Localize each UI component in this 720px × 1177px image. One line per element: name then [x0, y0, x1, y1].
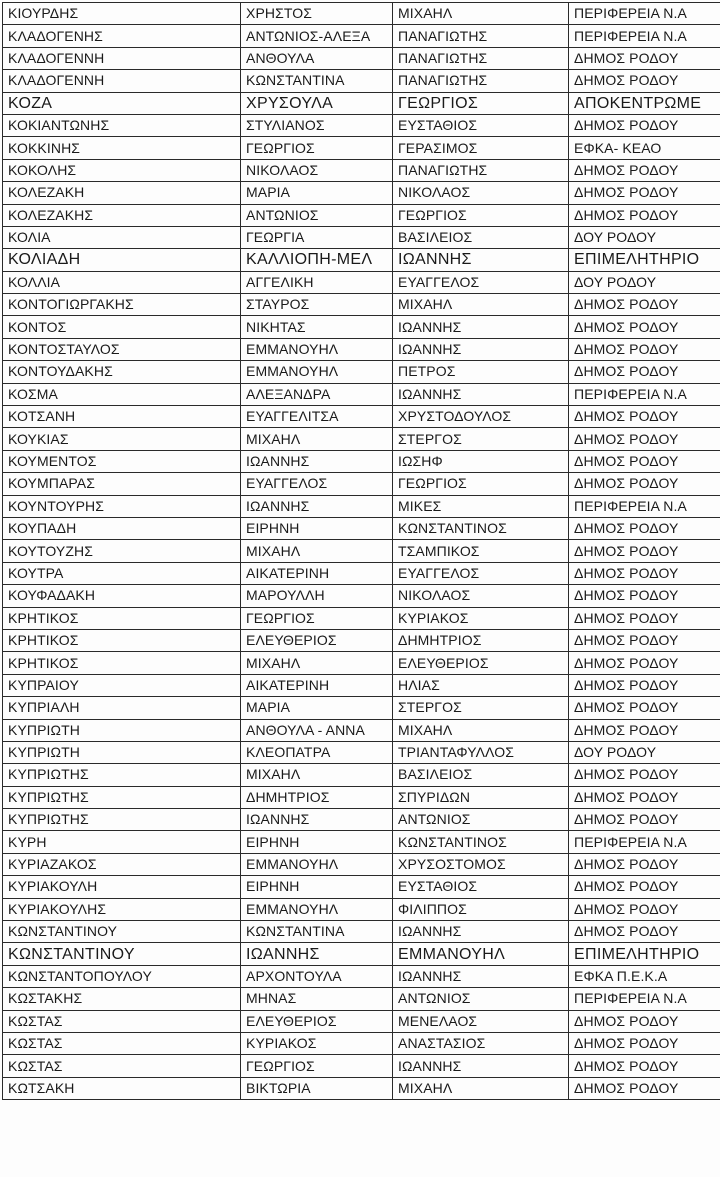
- organization-cell: ΔΗΜΟΣ ΡΟΔΟΥ: [569, 697, 720, 719]
- first-name-cell: ΜΑΡΟΥΛΛΗ: [241, 585, 393, 607]
- father-name-cell: ΒΑΣΙΛΕΙΟΣ: [393, 226, 569, 248]
- surname-cell: ΚΟΚΙΑΝΤΩΝΗΣ: [3, 114, 241, 136]
- first-name-cell: ΚΛΕΟΠΑΤΡΑ: [241, 741, 393, 763]
- first-name-cell: ΕΙΡΗΝΗ: [241, 517, 393, 539]
- first-name-cell: ΜΑΡΙΑ: [241, 182, 393, 204]
- table-row: [3, 652, 720, 674]
- first-name-cell: ΒΙΚΤΩΡΙΑ: [241, 1077, 393, 1099]
- organization-cell: ΔΗΜΟΣ ΡΟΔΟΥ: [569, 764, 720, 786]
- first-name-cell: ΕΥΑΓΓΕΛΙΤΣΑ: [241, 406, 393, 428]
- surname-cell: ΚΟΥΤΡΑ: [3, 562, 241, 584]
- table-row: [3, 3, 720, 25]
- table-row: [3, 92, 720, 114]
- first-name-cell: ΜΗΝΑΣ: [241, 988, 393, 1010]
- table-row: [3, 517, 720, 539]
- first-name-cell: ΙΩΑΝΝΗΣ: [241, 809, 393, 831]
- first-name-cell: ΜΙΧΑΗΛ: [241, 764, 393, 786]
- first-name-cell: ΣΤΑΥΡΟΣ: [241, 294, 393, 316]
- table-row: [3, 450, 720, 472]
- surname-cell: ΚΥΠΡΑΙΟΥ: [3, 674, 241, 696]
- father-name-cell: ΚΥΡΙΑΚΟΣ: [393, 607, 569, 629]
- first-name-cell: ΕΥΑΓΓΕΛΟΣ: [241, 473, 393, 495]
- organization-cell: ΔΟΥ ΡΟΔΟΥ: [569, 226, 720, 248]
- table-row: [3, 809, 720, 831]
- surname-cell: ΚΛΑΔΟΓΕΝΝΗ: [3, 70, 241, 92]
- organization-cell: ΔΗΜΟΣ ΡΟΔΟΥ: [569, 114, 720, 136]
- first-name-cell: ΜΙΧΑΗΛ: [241, 652, 393, 674]
- table-row: [3, 495, 720, 517]
- table-row: [3, 629, 720, 651]
- father-name-cell: ΕΜΜΑΝΟΥΗΛ: [393, 943, 569, 965]
- surname-cell: ΚΟΛΕΖΑΚΗ: [3, 182, 241, 204]
- table-row: [3, 383, 720, 405]
- first-name-cell: ΕΜΜΑΝΟΥΗΛ: [241, 853, 393, 875]
- table-row: [3, 114, 720, 136]
- first-name-cell: ΑΡΧΟΝΤΟΥΛΑ: [241, 965, 393, 987]
- first-name-cell: ΣΤΥΛΙΑΝΟΣ: [241, 114, 393, 136]
- first-name-cell: ΧΡΥΣΟΥΛΑ: [241, 92, 393, 114]
- table-row: [3, 607, 720, 629]
- father-name-cell: ΑΝΤΩΝΙΟΣ: [393, 988, 569, 1010]
- father-name-cell: ΓΕΡΑΣΙΜΟΣ: [393, 137, 569, 159]
- organization-cell: ΔΗΜΟΣ ΡΟΔΟΥ: [569, 1032, 720, 1054]
- father-name-cell: ΙΩΑΝΝΗΣ: [393, 249, 569, 271]
- surname-cell: ΚΟΥΦΑΔΑΚΗ: [3, 585, 241, 607]
- surname-cell: ΚΟΥΜΠΑΡΑΣ: [3, 473, 241, 495]
- organization-cell: ΔΗΜΟΣ ΡΟΔΟΥ: [569, 585, 720, 607]
- father-name-cell: ΜΙΧΑΗΛ: [393, 1077, 569, 1099]
- surname-cell: ΚΡΗΤΙΚΟΣ: [3, 629, 241, 651]
- organization-cell: ΔΗΜΟΣ ΡΟΔΟΥ: [569, 1010, 720, 1032]
- table-row: [3, 831, 720, 853]
- first-name-cell: ΓΕΩΡΓΙΟΣ: [241, 607, 393, 629]
- surname-cell: ΚΟΛΕΖΑΚΗΣ: [3, 204, 241, 226]
- surname-cell: ΚΩΣΤΑΚΗΣ: [3, 988, 241, 1010]
- father-name-cell: ΚΩΝΣΤΑΝΤΙΝΟΣ: [393, 831, 569, 853]
- father-name-cell: ΙΩΣΗΦ: [393, 450, 569, 472]
- surname-cell: ΚΩΝΣΤΑΝΤΙΝΟΥ: [3, 921, 241, 943]
- surname-cell: ΚΙΟΥΡΔΗΣ: [3, 3, 241, 25]
- father-name-cell: ΓΕΩΡΓΙΟΣ: [393, 473, 569, 495]
- surname-cell: ΚΥΠΡΙΑΛΗ: [3, 697, 241, 719]
- father-name-cell: ΣΠΥΡΙΔΩΝ: [393, 786, 569, 808]
- organization-cell: ΕΠΙΜΕΛΗΤΗΡΙΟ: [569, 249, 720, 271]
- table-row: [3, 271, 720, 293]
- father-name-cell: ΝΙΚΟΛΑΟΣ: [393, 182, 569, 204]
- organization-cell: ΕΦΚΑ- ΚΕΑΟ: [569, 137, 720, 159]
- table-row: [3, 226, 720, 248]
- surname-cell: ΚΥΠΡΙΩΤΗ: [3, 719, 241, 741]
- employee-table: [2, 2, 720, 1100]
- organization-cell: ΔΗΜΟΣ ΡΟΔΟΥ: [569, 921, 720, 943]
- father-name-cell: ΧΡΥΣΟΣΤΟΜΟΣ: [393, 853, 569, 875]
- organization-cell: ΔΗΜΟΣ ΡΟΔΟΥ: [569, 853, 720, 875]
- table-row: [3, 70, 720, 92]
- surname-cell: ΚΟΥΜΕΝΤΟΣ: [3, 450, 241, 472]
- first-name-cell: ΔΗΜΗΤΡΙΟΣ: [241, 786, 393, 808]
- father-name-cell: ΠΑΝΑΓΙΩΤΗΣ: [393, 25, 569, 47]
- organization-cell: ΔΗΜΟΣ ΡΟΔΟΥ: [569, 809, 720, 831]
- father-name-cell: ΠΑΝΑΓΙΩΤΗΣ: [393, 47, 569, 69]
- first-name-cell: ΜΑΡΙΑ: [241, 697, 393, 719]
- organization-cell: ΔΗΜΟΣ ΡΟΔΟΥ: [569, 1055, 720, 1077]
- father-name-cell: ΜΙΧΑΗΛ: [393, 719, 569, 741]
- surname-cell: ΚΥΡΙΑΚΟΥΛΗ: [3, 876, 241, 898]
- first-name-cell: ΓΕΩΡΓΙΟΣ: [241, 1055, 393, 1077]
- father-name-cell: ΝΙΚΟΛΑΟΣ: [393, 585, 569, 607]
- father-name-cell: ΙΩΑΝΝΗΣ: [393, 1055, 569, 1077]
- surname-cell: ΚΥΡΗ: [3, 831, 241, 853]
- surname-cell: ΚΟΥΝΤΟΥΡΗΣ: [3, 495, 241, 517]
- table-row: [3, 25, 720, 47]
- father-name-cell: ΧΡΥΣΤΟΔΟΥΛΟΣ: [393, 406, 569, 428]
- surname-cell: ΚΟΤΣΑΝΗ: [3, 406, 241, 428]
- first-name-cell: ΕΛΕΥΘΕΡΙΟΣ: [241, 1010, 393, 1032]
- father-name-cell: ΙΩΑΝΝΗΣ: [393, 338, 569, 360]
- surname-cell: ΚΩΝΣΤΑΝΤΟΠΟΥΛΟΥ: [3, 965, 241, 987]
- surname-cell: ΚΟΝΤΟΥΔΑΚΗΣ: [3, 361, 241, 383]
- organization-cell: ΔΗΜΟΣ ΡΟΔΟΥ: [569, 540, 720, 562]
- table-row: [3, 697, 720, 719]
- organization-cell: ΔΗΜΟΣ ΡΟΔΟΥ: [569, 629, 720, 651]
- father-name-cell: ΠΑΝΑΓΙΩΤΗΣ: [393, 159, 569, 181]
- organization-cell: ΠΕΡΙΦΕΡΕΙΑ Ν.Α: [569, 495, 720, 517]
- table-row: [3, 316, 720, 338]
- father-name-cell: ΗΛΙΑΣ: [393, 674, 569, 696]
- father-name-cell: ΦΙΛΙΠΠΟΣ: [393, 898, 569, 920]
- table-row: [3, 1010, 720, 1032]
- table-row: [3, 853, 720, 875]
- table-row: [3, 1055, 720, 1077]
- organization-cell: ΕΦΚΑ Π.Ε.Κ.Α: [569, 965, 720, 987]
- first-name-cell: ΝΙΚΗΤΑΣ: [241, 316, 393, 338]
- first-name-cell: ΙΩΑΝΝΗΣ: [241, 450, 393, 472]
- organization-cell: ΔΗΜΟΣ ΡΟΔΟΥ: [569, 338, 720, 360]
- first-name-cell: ΝΙΚΟΛΑΟΣ: [241, 159, 393, 181]
- organization-cell: ΔΗΜΟΣ ΡΟΔΟΥ: [569, 70, 720, 92]
- father-name-cell: ΕΥΣΤΑΘΙΟΣ: [393, 876, 569, 898]
- surname-cell: ΚΟΛΛΙΑ: [3, 271, 241, 293]
- first-name-cell: ΕΙΡΗΝΗ: [241, 876, 393, 898]
- surname-cell: ΚΥΡΙΑΖΑΚΟΣ: [3, 853, 241, 875]
- father-name-cell: ΜΙΧΑΗΛ: [393, 294, 569, 316]
- first-name-cell: ΑΝΤΩΝΙΟΣ-ΑΛΕΞΑ: [241, 25, 393, 47]
- first-name-cell: ΚΩΝΣΤΑΝΤΙΝΑ: [241, 921, 393, 943]
- organization-cell: ΔΗΜΟΣ ΡΟΔΟΥ: [569, 652, 720, 674]
- surname-cell: ΚΡΗΤΙΚΟΣ: [3, 607, 241, 629]
- table-row: [3, 473, 720, 495]
- first-name-cell: ΜΙΧΑΗΛ: [241, 540, 393, 562]
- table-row: [3, 921, 720, 943]
- father-name-cell: ΣΤΕΡΓΟΣ: [393, 428, 569, 450]
- first-name-cell: ΕΛΕΥΘΕΡΙΟΣ: [241, 629, 393, 651]
- table-row: [3, 540, 720, 562]
- father-name-cell: ΤΡΙΑΝΤΑΦΥΛΛΟΣ: [393, 741, 569, 763]
- table-row: [3, 741, 720, 763]
- first-name-cell: ΙΩΑΝΝΗΣ: [241, 495, 393, 517]
- surname-cell: ΚΥΠΡΙΩΤΗΣ: [3, 786, 241, 808]
- table-row: [3, 674, 720, 696]
- surname-cell: ΚΩΤΣΑΚΗ: [3, 1077, 241, 1099]
- organization-cell: ΔΗΜΟΣ ΡΟΔΟΥ: [569, 473, 720, 495]
- father-name-cell: ΕΥΑΓΓΕΛΟΣ: [393, 271, 569, 293]
- organization-cell: ΠΕΡΙΦΕΡΕΙΑ Ν.Α: [569, 25, 720, 47]
- first-name-cell: ΑΙΚΑΤΕΡΙΝΗ: [241, 674, 393, 696]
- first-name-cell: ΑΙΚΑΤΕΡΙΝΗ: [241, 562, 393, 584]
- table-row: [3, 361, 720, 383]
- surname-cell: ΚΥΡΙΑΚΟΥΛΗΣ: [3, 898, 241, 920]
- table-row: [3, 898, 720, 920]
- first-name-cell: ΕΜΜΑΝΟΥΗΛ: [241, 898, 393, 920]
- organization-cell: ΔΟΥ ΡΟΔΟΥ: [569, 741, 720, 763]
- father-name-cell: ΜΙΚΕΣ: [393, 495, 569, 517]
- table-row: [3, 338, 720, 360]
- first-name-cell: ΑΝΤΩΝΙΟΣ: [241, 204, 393, 226]
- father-name-cell: ΑΝΑΣΤΑΣΙΟΣ: [393, 1032, 569, 1054]
- surname-cell: ΚΟΥΠΑΔΗ: [3, 517, 241, 539]
- father-name-cell: ΜΕΝΕΛΑΟΣ: [393, 1010, 569, 1032]
- organization-cell: ΔΗΜΟΣ ΡΟΔΟΥ: [569, 316, 720, 338]
- table-row: [3, 249, 720, 271]
- father-name-cell: ΓΕΩΡΓΙΟΣ: [393, 92, 569, 114]
- table-row: [3, 943, 720, 965]
- organization-cell: ΔΗΜΟΣ ΡΟΔΟΥ: [569, 361, 720, 383]
- father-name-cell: ΓΕΩΡΓΙΟΣ: [393, 204, 569, 226]
- first-name-cell: ΚΥΡΙΑΚΟΣ: [241, 1032, 393, 1054]
- father-name-cell: ΙΩΑΝΝΗΣ: [393, 316, 569, 338]
- organization-cell: ΔΗΜΟΣ ΡΟΔΟΥ: [569, 898, 720, 920]
- organization-cell: ΔΗΜΟΣ ΡΟΔΟΥ: [569, 47, 720, 69]
- surname-cell: ΚΩΣΤΑΣ: [3, 1010, 241, 1032]
- table-row: [3, 786, 720, 808]
- father-name-cell: ΒΑΣΙΛΕΙΟΣ: [393, 764, 569, 786]
- father-name-cell: ΕΥΣΤΑΘΙΟΣ: [393, 114, 569, 136]
- organization-cell: ΔΟΥ ΡΟΔΟΥ: [569, 271, 720, 293]
- surname-cell: ΚΟΚΚΙΝΗΣ: [3, 137, 241, 159]
- father-name-cell: ΕΥΑΓΓΕΛΟΣ: [393, 562, 569, 584]
- first-name-cell: ΑΝΘΟΥΛΑ: [241, 47, 393, 69]
- table-row: [3, 428, 720, 450]
- father-name-cell: ΠΕΤΡΟΣ: [393, 361, 569, 383]
- father-name-cell: ΔΗΜΗΤΡΙΟΣ: [393, 629, 569, 651]
- father-name-cell: ΙΩΑΝΝΗΣ: [393, 921, 569, 943]
- father-name-cell: ΤΣΑΜΠΙΚΟΣ: [393, 540, 569, 562]
- father-name-cell: ΙΩΑΝΝΗΣ: [393, 383, 569, 405]
- organization-cell: ΔΗΜΟΣ ΡΟΔΟΥ: [569, 674, 720, 696]
- surname-cell: ΚΟΣΜΑ: [3, 383, 241, 405]
- first-name-cell: ΑΝΘΟΥΛΑ - ΑΝΝΑ: [241, 719, 393, 741]
- first-name-cell: ΓΕΩΡΓΙΑ: [241, 226, 393, 248]
- father-name-cell: ΣΤΕΡΓΟΣ: [393, 697, 569, 719]
- first-name-cell: ΚΑΛΛΙΟΠΗ-ΜΕΛ: [241, 249, 393, 271]
- table-row: [3, 562, 720, 584]
- organization-cell: ΔΗΜΟΣ ΡΟΔΟΥ: [569, 294, 720, 316]
- father-name-cell: ΠΑΝΑΓΙΩΤΗΣ: [393, 70, 569, 92]
- organization-cell: ΠΕΡΙΦΕΡΕΙΑ Ν.Α: [569, 383, 720, 405]
- organization-cell: ΔΗΜΟΣ ΡΟΔΟΥ: [569, 607, 720, 629]
- table-row: [3, 159, 720, 181]
- father-name-cell: ΜΙΧΑΗΛ: [393, 3, 569, 25]
- surname-cell: ΚΛΑΔΟΓΕΝΗΣ: [3, 25, 241, 47]
- table-row: [3, 764, 720, 786]
- organization-cell: ΔΗΜΟΣ ΡΟΔΟΥ: [569, 562, 720, 584]
- table-row: [3, 1077, 720, 1099]
- organization-cell: ΠΕΡΙΦΕΡΕΙΑ Ν.Α: [569, 831, 720, 853]
- surname-cell: ΚΟΝΤΟΣ: [3, 316, 241, 338]
- surname-cell: ΚΟΛΙΑ: [3, 226, 241, 248]
- first-name-cell: ΚΩΝΣΤΑΝΤΙΝΑ: [241, 70, 393, 92]
- organization-cell: ΔΗΜΟΣ ΡΟΔΟΥ: [569, 786, 720, 808]
- father-name-cell: ΑΝΤΩΝΙΟΣ: [393, 809, 569, 831]
- table-row: [3, 204, 720, 226]
- table-row: [3, 585, 720, 607]
- first-name-cell: ΕΙΡΗΝΗ: [241, 831, 393, 853]
- table-row: [3, 719, 720, 741]
- surname-cell: ΚΟΚΟΛΗΣ: [3, 159, 241, 181]
- organization-cell: ΔΗΜΟΣ ΡΟΔΟΥ: [569, 1077, 720, 1099]
- surname-cell: ΚΥΠΡΙΩΤΗΣ: [3, 809, 241, 831]
- table-row: [3, 182, 720, 204]
- organization-cell: ΑΠΟΚΕΝΤΡΩΜΕ: [569, 92, 720, 114]
- surname-cell: ΚΟΥΚΙΑΣ: [3, 428, 241, 450]
- father-name-cell: ΚΩΝΣΤΑΝΤΙΝΟΣ: [393, 517, 569, 539]
- table-row: [3, 1032, 720, 1054]
- organization-cell: ΔΗΜΟΣ ΡΟΔΟΥ: [569, 406, 720, 428]
- surname-cell: ΚΟΝΤΟΣΤΑΥΛΟΣ: [3, 338, 241, 360]
- first-name-cell: ΙΩΑΝΝΗΣ: [241, 943, 393, 965]
- surname-cell: ΚΟΛΙΑΔΗ: [3, 249, 241, 271]
- surname-cell: ΚΛΑΔΟΓΕΝΝΗ: [3, 47, 241, 69]
- organization-cell: ΔΗΜΟΣ ΡΟΔΟΥ: [569, 159, 720, 181]
- first-name-cell: ΜΙΧΑΗΛ: [241, 428, 393, 450]
- surname-cell: ΚΡΗΤΙΚΟΣ: [3, 652, 241, 674]
- table-row: [3, 47, 720, 69]
- first-name-cell: ΓΕΩΡΓΙΟΣ: [241, 137, 393, 159]
- organization-cell: ΕΠΙΜΕΛΗΤΗΡΙΟ: [569, 943, 720, 965]
- table-row: [3, 137, 720, 159]
- surname-cell: ΚΥΠΡΙΩΤΗ: [3, 741, 241, 763]
- organization-cell: ΔΗΜΟΣ ΡΟΔΟΥ: [569, 204, 720, 226]
- table-row: [3, 406, 720, 428]
- surname-cell: ΚΩΝΣΤΑΝΤΙΝΟΥ: [3, 943, 241, 965]
- organization-cell: ΔΗΜΟΣ ΡΟΔΟΥ: [569, 876, 720, 898]
- organization-cell: ΔΗΜΟΣ ΡΟΔΟΥ: [569, 719, 720, 741]
- surname-cell: ΚΟΖΑ: [3, 92, 241, 114]
- first-name-cell: ΕΜΜΑΝΟΥΗΛ: [241, 338, 393, 360]
- first-name-cell: ΑΛΕΞΑΝΔΡΑ: [241, 383, 393, 405]
- first-name-cell: ΑΓΓΕΛΙΚΗ: [241, 271, 393, 293]
- organization-cell: ΔΗΜΟΣ ΡΟΔΟΥ: [569, 450, 720, 472]
- table-row: [3, 294, 720, 316]
- first-name-cell: ΕΜΜΑΝΟΥΗΛ: [241, 361, 393, 383]
- table-row: [3, 876, 720, 898]
- surname-cell: ΚΥΠΡΙΩΤΗΣ: [3, 764, 241, 786]
- surname-cell: ΚΩΣΤΑΣ: [3, 1055, 241, 1077]
- organization-cell: ΠΕΡΙΦΕΡΕΙΑ Ν.Α: [569, 988, 720, 1010]
- organization-cell: ΠΕΡΙΦΕΡΕΙΑ Ν.Α: [569, 3, 720, 25]
- organization-cell: ΔΗΜΟΣ ΡΟΔΟΥ: [569, 428, 720, 450]
- table-row: [3, 965, 720, 987]
- father-name-cell: ΕΛΕΥΘΕΡΙΟΣ: [393, 652, 569, 674]
- father-name-cell: ΙΩΑΝΝΗΣ: [393, 965, 569, 987]
- first-name-cell: ΧΡΗΣΤΟΣ: [241, 3, 393, 25]
- table-body: [3, 3, 720, 1100]
- surname-cell: ΚΟΥΤΟΥΖΗΣ: [3, 540, 241, 562]
- surname-cell: ΚΩΣΤΑΣ: [3, 1032, 241, 1054]
- organization-cell: ΔΗΜΟΣ ΡΟΔΟΥ: [569, 182, 720, 204]
- organization-cell: ΔΗΜΟΣ ΡΟΔΟΥ: [569, 517, 720, 539]
- surname-cell: ΚΟΝΤΟΓΙΩΡΓΑΚΗΣ: [3, 294, 241, 316]
- table-row: [3, 988, 720, 1010]
